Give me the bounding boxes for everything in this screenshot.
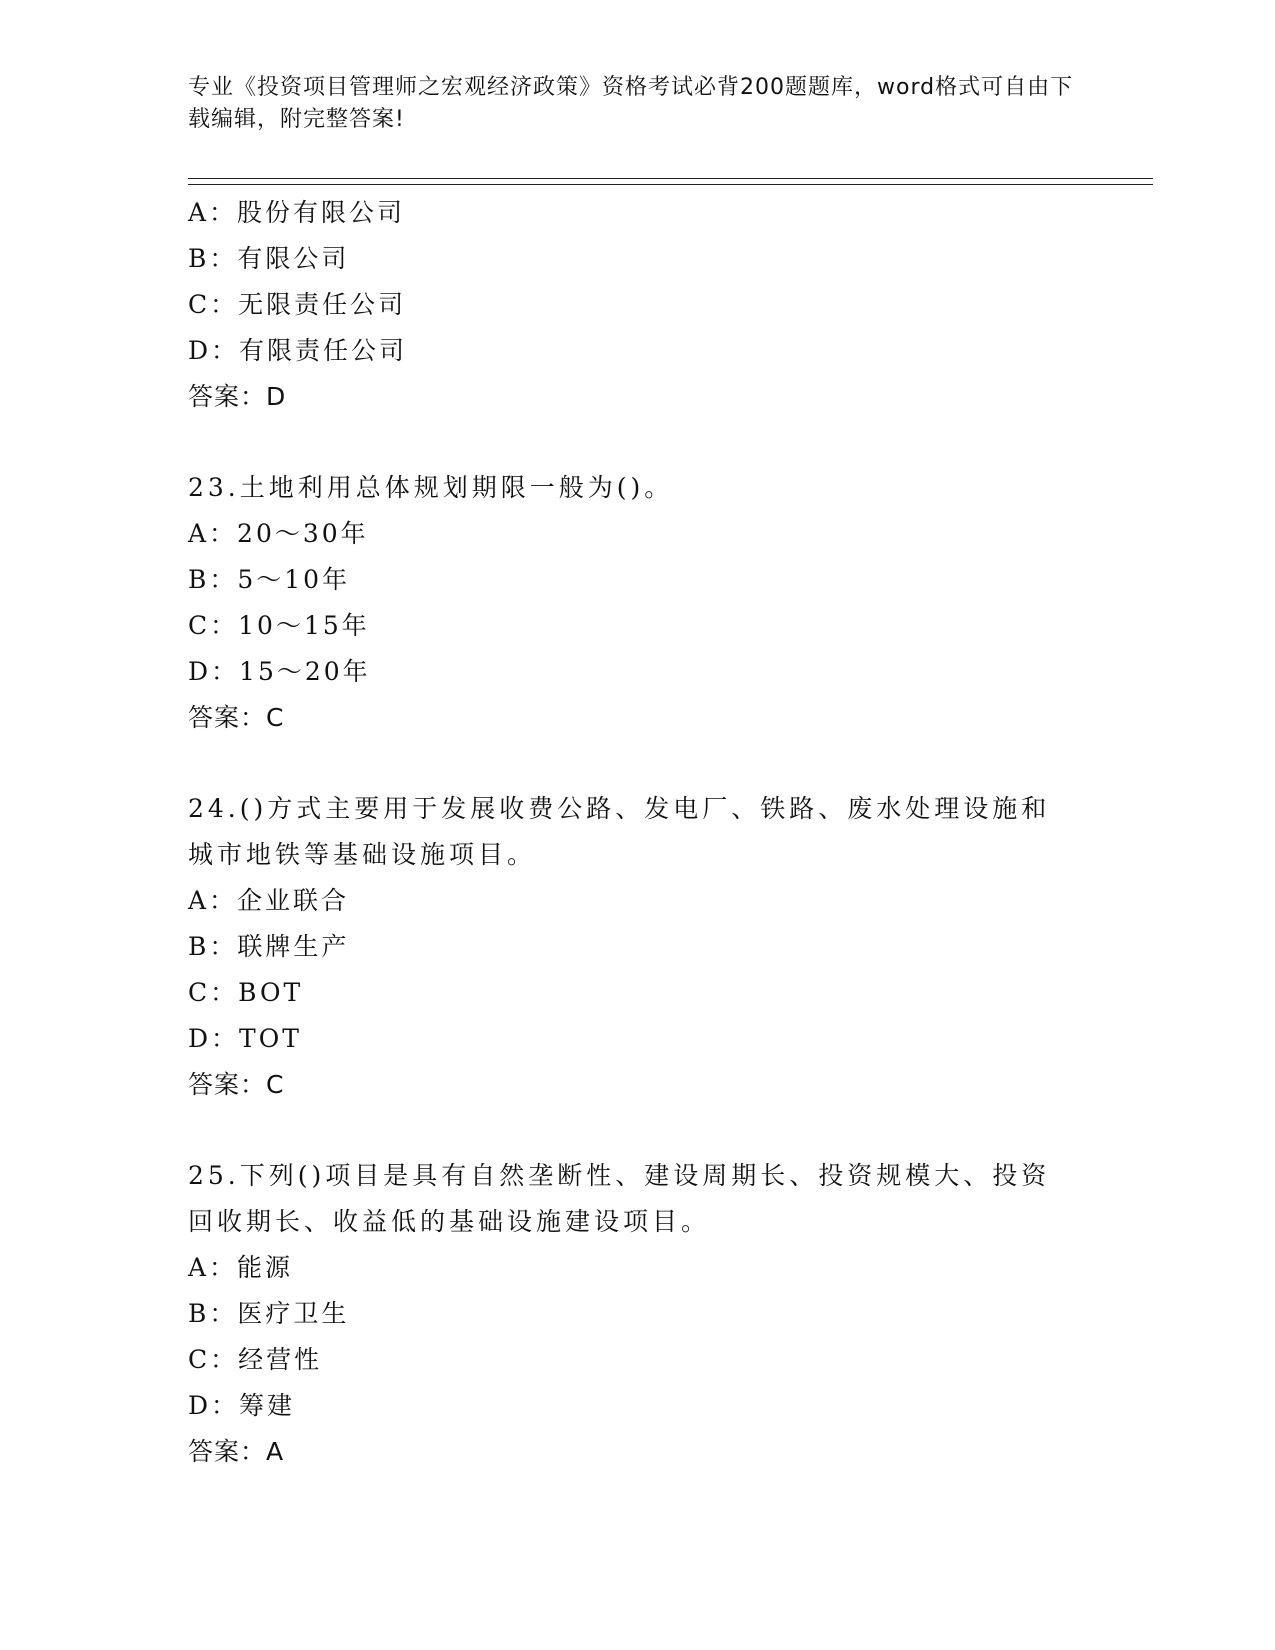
option-a: A：20～30年 (188, 519, 369, 548)
option-a: A：企业联合 (188, 886, 350, 915)
answer-line: 答案：C (188, 1070, 285, 1099)
question-stem: 23.土地利用总体规划期限一般为()。 (188, 473, 674, 502)
question-22-partial (188, 190, 1088, 420)
option-c: C：10～15年 (188, 611, 370, 640)
option-d: D：有限责任公司 (188, 336, 408, 365)
option-a: A：股份有限公司 (188, 198, 406, 227)
answer-line: 答案：A (188, 1437, 285, 1466)
option-c: C：经营性 (188, 1345, 323, 1374)
document-header: 专业《投资项目管理师之宏观经济政策》资格考试必背200题题库，word格式可自由下载编辑，附完整答案! (188, 75, 1074, 132)
option-d: D：TOT (188, 1024, 302, 1053)
option-b: B：联牌生产 (188, 932, 350, 961)
option-c: C：无限责任公司 (188, 290, 407, 319)
header-divider-bottom (188, 184, 1153, 185)
option-b: B：5～10年 (188, 565, 351, 594)
question-23 (188, 465, 1088, 741)
option-a: A：能源 (188, 1253, 294, 1282)
document-body (188, 190, 1088, 1475)
option-d: D：15～20年 (188, 657, 371, 686)
option-b: B：有限公司 (188, 244, 350, 273)
header-divider-top (188, 178, 1153, 179)
option-b: B：医疗卫生 (188, 1299, 350, 1328)
question-25 (188, 1153, 1088, 1475)
answer-line: 答案：D (188, 382, 287, 411)
question-stem: 24.()方式主要用于发展收费公路、发电厂、铁路、废水处理设施和城市地铁等基础设施项目。 (188, 794, 1051, 869)
option-c: C：BOT (188, 978, 304, 1007)
answer-line: 答案：C (188, 703, 285, 732)
question-24 (188, 786, 1088, 1108)
option-d: D：筹建 (188, 1391, 296, 1420)
question-stem: 25.下列()项目是具有自然垄断性、建设周期长、投资规模大、投资回收期长、收益低的基础设施建设项目。 (188, 1161, 1051, 1236)
